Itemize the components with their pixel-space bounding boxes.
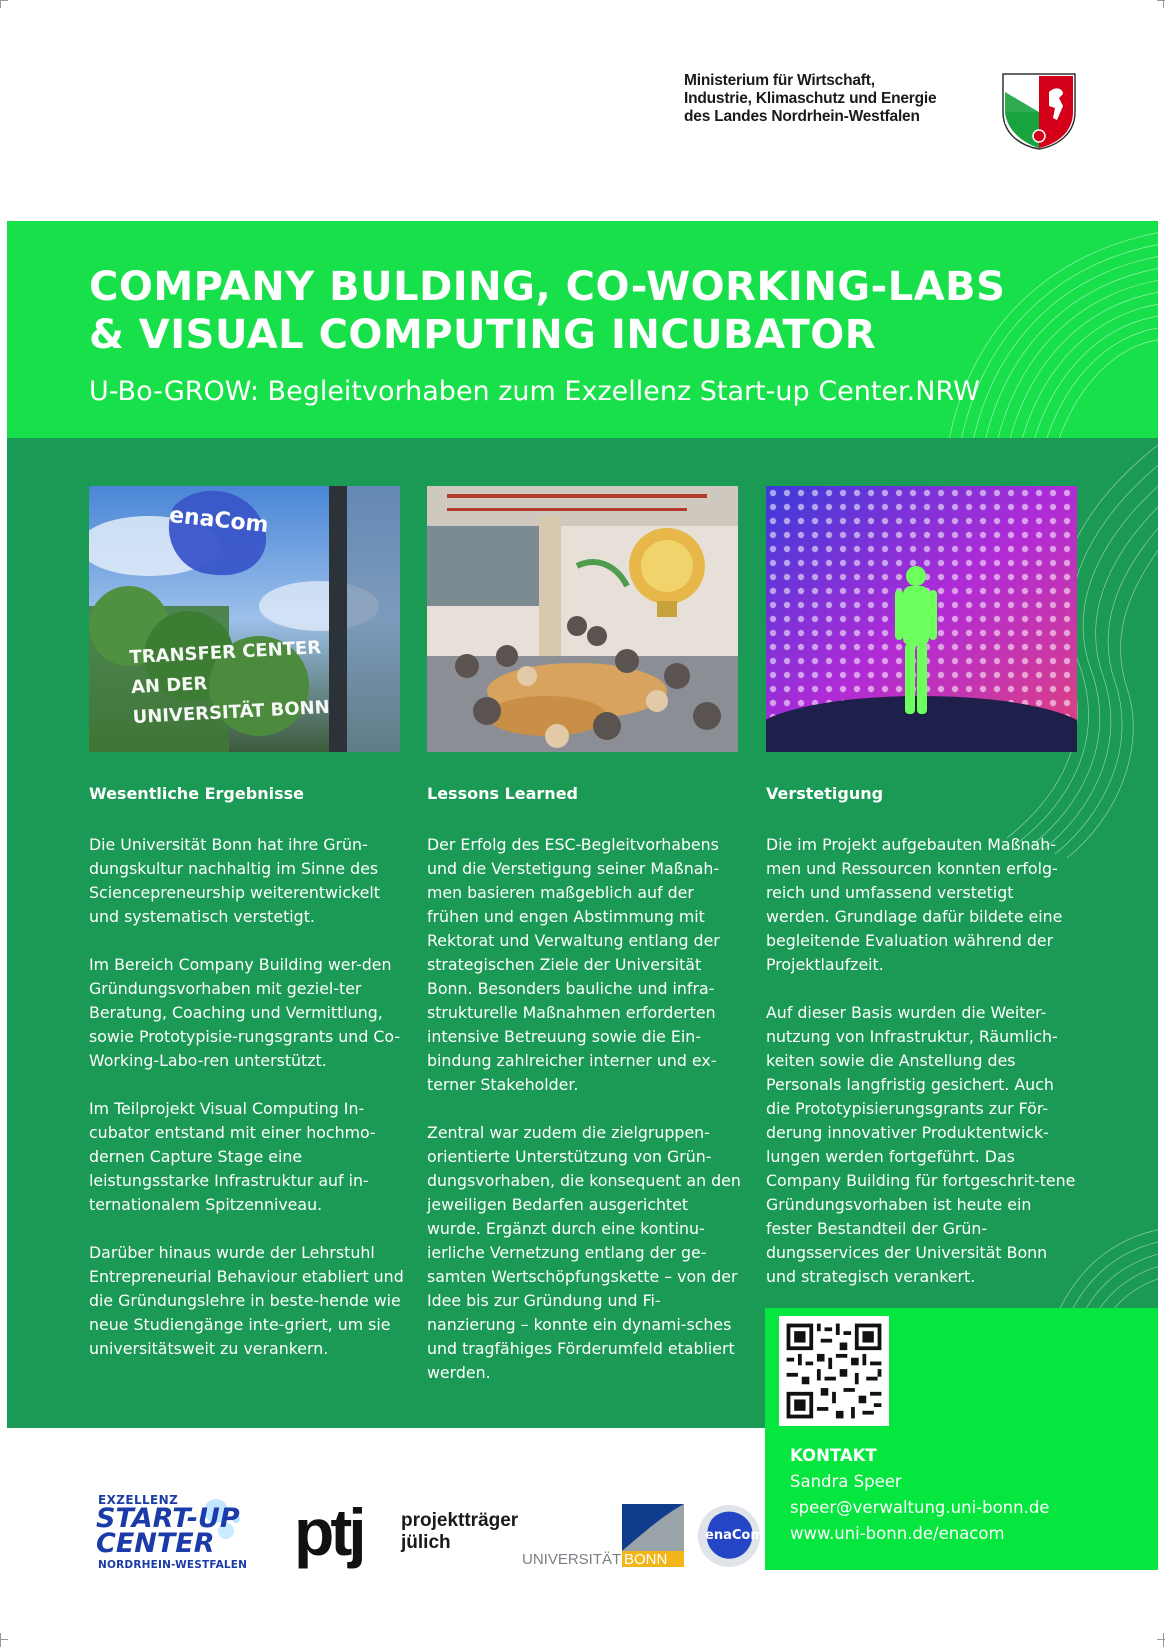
column-paragraph: Die Universität Bonn hat ihre Grün-dungskultur nachhaltig im Sinne des Sciencepreneurship weiterentwickelt und systematisch verstetigt. bbox=[89, 835, 380, 926]
ptj-line: projektträger bbox=[401, 1510, 519, 1531]
column-paragraph: Zentral war zudem die zielgruppen-orientierte Unterstützung von Grün-dungsvorhaben, die konsequent an den jeweiligen Bedarfen ausgerichtet wurde. Ergänzt durch eine kontinu-ierliche Vernetzung entlang der ge-samten Wertschöpfungskette – von der Idee bis zur Gründung und Fi-nanzierung – konnte ein dynami-sches und tragfähiges Förderumfeld etabliert werden. bbox=[427, 1123, 741, 1382]
ministry-line: des Landes Nordrhein-Westfalen bbox=[684, 108, 920, 125]
title-line: & VISUAL COMPUTING INCUBATOR bbox=[89, 312, 877, 358]
column-heading: Lessons Learned bbox=[427, 784, 578, 803]
contact-label: KONTAKT bbox=[790, 1446, 877, 1465]
contact-name: Sandra Speer bbox=[790, 1472, 902, 1491]
esc-big-label: CENTER bbox=[96, 1528, 215, 1559]
window-line: UNIVERSITÄT BONN bbox=[132, 696, 331, 729]
page-title bbox=[89, 263, 1089, 359]
column-paragraph: Auf dieser Basis wurden die Weiter-nutzung von Infrastruktur, Räumlich-keiten sowie die Anstellung des Personals langfristig gesichert. Auch die Prototypisierungsgrants zur För-derung innovativer Produktentwick-lungen werden fortgeführt. Das Company Building für fortgeschrit-tene Gründungsvorhaben ist heute ein fester Bestandteil der Grün-dungsservices der Universität Bonn und strategisch verankert. bbox=[766, 1003, 1076, 1286]
column-paragraph: Im Bereich Company Building wer-den Gründungsvorhaben mit geziel-ter Beratung, Coaching und Vermittlung, sowie Prototypisie-rungsgrants und Co-Working-Labo-ren unterstützt. bbox=[89, 955, 401, 1070]
uni-word: BONN bbox=[624, 1551, 668, 1568]
uni-bonn-logo bbox=[522, 1504, 687, 1568]
column-results bbox=[89, 784, 404, 1385]
page-subtitle: U-Bo-GROW: Begleitvorhaben zum Exzellenz Start-up Center.NRW bbox=[89, 376, 980, 407]
column-paragraph: Die im Projekt aufgebauten Maßnah-men und Ressourcen konnten erfolg-reich und umfassend verstetigt werden. Grundlage dafür bildete eine begleitende Evaluation während der Projektlaufzeit. bbox=[766, 835, 1063, 974]
column-paragraph: Der Erfolg des ESC-Begleitvorhabens und die Verstetigung seiner Maßnah-men basieren maßgeblich auf der frühen und engen Abstimmung mit Rektorat und Verwaltung entlang der strategischen Ziele der Universität Bonn. Besonders bauliche und infra-strukturelle Maßnahmen erforderten intensive Betreuung sowie die Ein-bindung zahlreicher interner und ex-terner Stakeholder. bbox=[427, 835, 720, 1094]
contact-box bbox=[765, 1308, 1158, 1570]
ptj-logo-text bbox=[401, 1510, 541, 1554]
ministry-line: Industrie, Klimaschutz und Energie bbox=[684, 90, 937, 107]
photo-event bbox=[427, 486, 738, 752]
crop-mark bbox=[1157, 0, 1165, 8]
esc-small-label: EXZELLENZ bbox=[98, 1493, 179, 1507]
contact-url-link[interactable]: www.uni-bonn.de/enacom bbox=[790, 1524, 1005, 1543]
ptj-mark-text: ptj bbox=[294, 1495, 363, 1569]
window-line: AN DER bbox=[130, 673, 208, 699]
window-lettering bbox=[129, 633, 331, 733]
column-paragraph: Darüber hinaus wurde der Lehrstuhl Entrepreneurial Behaviour etabliert und die Gründungslehre in beste-hende wie neue Studiengänge inte-griert, um sie universitätsweit zu verankern. bbox=[89, 1243, 404, 1358]
event-image-icon bbox=[427, 486, 738, 752]
photo-capture-stage bbox=[766, 486, 1077, 752]
column-paragraph: Im Teilprojekt Visual Computing In-cubator entstand mit einer hochmo-dernen Capture Stage eine leistungsstarke Infrastruktur auf in-ternationalem Spitzenniveau. bbox=[89, 1099, 376, 1214]
crop-mark bbox=[1157, 1633, 1165, 1647]
esc-foot-label: NORDRHEIN-WESTFALEN bbox=[98, 1559, 248, 1571]
ptj-logo-mark bbox=[294, 1492, 374, 1572]
enacom-window-logo: enaCom bbox=[167, 502, 270, 539]
window-line: TRANSFER CENTER bbox=[128, 637, 322, 669]
crop-mark bbox=[0, 0, 8, 8]
crop-mark bbox=[0, 1633, 8, 1647]
contact-details bbox=[790, 1443, 1049, 1547]
column-heading: Wesentliche Ergebnisse bbox=[89, 784, 304, 803]
enacom-badge-text: enaCom bbox=[705, 1528, 764, 1543]
capture-stage-image-icon bbox=[766, 486, 1077, 752]
enacom-logo bbox=[697, 1504, 764, 1568]
ptj-line: jülich bbox=[401, 1532, 451, 1553]
column-continuation bbox=[766, 784, 1081, 1313]
ministry-line: Ministerium für Wirtschaft, bbox=[684, 72, 875, 89]
esc-nrw-logo bbox=[96, 1491, 256, 1571]
title-line: COMPANY BULDING, CO-WORKING-LABS bbox=[89, 264, 1006, 310]
column-lessons bbox=[427, 784, 742, 1409]
ministry-name bbox=[684, 72, 984, 126]
uni-word: UNIVERSITÄT bbox=[522, 1551, 622, 1568]
esc-big-label: START-UP bbox=[96, 1503, 240, 1534]
photo-enacom-window bbox=[89, 486, 400, 752]
qr-code-icon bbox=[779, 1316, 889, 1426]
contact-email-link[interactable]: speer@verwaltung.uni-bonn.de bbox=[790, 1498, 1050, 1517]
title-banner bbox=[7, 221, 1158, 438]
nrw-crest-icon bbox=[1001, 72, 1077, 150]
column-heading: Verstetigung bbox=[766, 784, 884, 803]
qr-code[interactable] bbox=[779, 1316, 889, 1426]
